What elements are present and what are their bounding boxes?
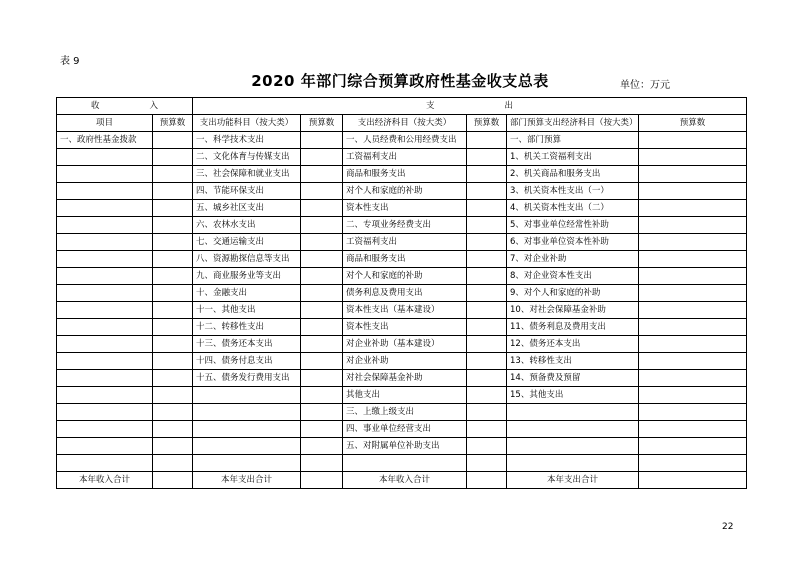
column-header: 部门预算支出经济科目（按大类） xyxy=(507,115,639,132)
table-cell: 9、对个人和家庭的补助 xyxy=(507,285,639,302)
income-char-2: 入 xyxy=(149,100,159,111)
table-cell: 一、部门预算 xyxy=(507,132,639,149)
table-cell xyxy=(639,421,747,438)
table-cell: 5、对事业单位经常性补助 xyxy=(507,217,639,234)
table-cell: 对社会保障基金补助 xyxy=(343,370,467,387)
table-cell: 15、其他支出 xyxy=(507,387,639,404)
table-cell xyxy=(153,234,193,251)
table-row xyxy=(57,370,747,387)
table-cell: 六、农林水支出 xyxy=(193,217,301,234)
table-cell xyxy=(639,353,747,370)
table-cell xyxy=(639,319,747,336)
table-cell xyxy=(153,370,193,387)
table-cell xyxy=(467,285,507,302)
table-cell xyxy=(639,166,747,183)
table-cell xyxy=(57,149,153,166)
table-cell xyxy=(153,302,193,319)
table-cell xyxy=(57,200,153,217)
section-header-row xyxy=(57,98,747,115)
table-cell xyxy=(153,217,193,234)
table-cell xyxy=(467,251,507,268)
table-row xyxy=(57,455,747,472)
table-cell: 工资福利支出 xyxy=(343,149,467,166)
column-header: 预算数 xyxy=(301,115,343,132)
table-cell xyxy=(57,421,153,438)
table-cell: 其他支出 xyxy=(343,387,467,404)
table-cell xyxy=(507,421,639,438)
table-cell xyxy=(507,404,639,421)
table-cell xyxy=(639,285,747,302)
table-cell xyxy=(153,387,193,404)
table-cell xyxy=(639,455,747,472)
table-cell xyxy=(301,336,343,353)
table-cell xyxy=(467,455,507,472)
table-cell: 10、对社会保障基金补助 xyxy=(507,302,639,319)
table-row xyxy=(57,353,747,370)
table-cell xyxy=(57,404,153,421)
table-cell xyxy=(57,234,153,251)
table-cell xyxy=(467,149,507,166)
table-cell xyxy=(301,387,343,404)
table-row xyxy=(57,438,747,455)
table-cell: 对个人和家庭的补助 xyxy=(343,183,467,200)
table-cell xyxy=(301,455,343,472)
table-cell: 十五、债务发行费用支出 xyxy=(193,370,301,387)
table-cell xyxy=(301,285,343,302)
table-cell: 十三、债务还本支出 xyxy=(193,336,301,353)
table-cell xyxy=(639,387,747,404)
table-cell xyxy=(193,421,301,438)
table-label: 表 9 xyxy=(60,56,80,67)
table-cell xyxy=(153,149,193,166)
table-cell: 十、金融支出 xyxy=(193,285,301,302)
table-cell: 12、债务还本支出 xyxy=(507,336,639,353)
table-cell xyxy=(639,370,747,387)
table-cell xyxy=(301,353,343,370)
table-cell: 八、资源勘探信息等支出 xyxy=(193,251,301,268)
table-cell xyxy=(153,336,193,353)
table-cell xyxy=(301,183,343,200)
budget-table xyxy=(56,97,747,489)
table-cell xyxy=(467,302,507,319)
table-row xyxy=(57,183,747,200)
table-cell: 一、政府性基金拨款 xyxy=(57,132,153,149)
table-cell xyxy=(153,166,193,183)
table-cell: 七、交通运输支出 xyxy=(193,234,301,251)
table-row xyxy=(57,268,747,285)
table-row xyxy=(57,387,747,404)
column-header-row xyxy=(57,115,747,132)
table-cell: 一、科学技术支出 xyxy=(193,132,301,149)
totals-cell xyxy=(467,472,507,489)
table-cell xyxy=(301,438,343,455)
table-row xyxy=(57,234,747,251)
column-header: 预算数 xyxy=(153,115,193,132)
table-cell xyxy=(57,387,153,404)
expense-char-2: 出 xyxy=(504,100,514,111)
table-cell: 资本性支出（基本建设） xyxy=(343,302,467,319)
table-cell xyxy=(57,302,153,319)
table-cell xyxy=(153,353,193,370)
table-body xyxy=(57,98,747,489)
table-cell: 商品和服务支出 xyxy=(343,166,467,183)
page-number: 22 xyxy=(722,522,734,532)
table-cell xyxy=(467,387,507,404)
income-section-header xyxy=(57,98,193,115)
table-cell: 对企业补助（基本建设） xyxy=(343,336,467,353)
table-cell: 资本性支出 xyxy=(343,200,467,217)
table-cell xyxy=(153,438,193,455)
table-cell xyxy=(467,132,507,149)
table-cell: 十四、债务付息支出 xyxy=(193,353,301,370)
expense-char-1: 支 xyxy=(425,100,435,111)
table-cell xyxy=(301,404,343,421)
table-cell xyxy=(467,183,507,200)
column-header: 预算数 xyxy=(639,115,747,132)
table-cell xyxy=(193,387,301,404)
table-cell xyxy=(467,319,507,336)
table-cell: 五、城乡社区支出 xyxy=(193,200,301,217)
table-cell xyxy=(343,455,467,472)
table-cell xyxy=(153,200,193,217)
table-cell xyxy=(153,251,193,268)
table-cell: 十一、其他支出 xyxy=(193,302,301,319)
table-cell xyxy=(153,268,193,285)
table-cell xyxy=(639,404,747,421)
column-header: 预算数 xyxy=(467,115,507,132)
table-cell: 商品和服务支出 xyxy=(343,251,467,268)
totals-cell: 本年支出合计 xyxy=(193,472,301,489)
table-cell xyxy=(57,353,153,370)
table-cell: 11、债务利息及费用支出 xyxy=(507,319,639,336)
table-row xyxy=(57,166,747,183)
table-cell xyxy=(301,370,343,387)
table-cell xyxy=(467,200,507,217)
table-cell xyxy=(301,421,343,438)
table-cell: 14、预备费及预留 xyxy=(507,370,639,387)
table-cell xyxy=(301,302,343,319)
table-cell: 资本性支出 xyxy=(343,319,467,336)
totals-cell: 本年支出合计 xyxy=(507,472,639,489)
table-cell: 1、机关工资福利支出 xyxy=(507,149,639,166)
table-cell: 对企业补助 xyxy=(343,353,467,370)
totals-row xyxy=(57,472,747,489)
table-row xyxy=(57,336,747,353)
column-header: 支出经济科目（按大类） xyxy=(343,115,467,132)
totals-cell: 本年收入合计 xyxy=(57,472,153,489)
table-cell xyxy=(57,166,153,183)
table-cell xyxy=(193,404,301,421)
table-row xyxy=(57,217,747,234)
table-cell xyxy=(153,404,193,421)
table-cell xyxy=(57,438,153,455)
totals-cell xyxy=(639,472,747,489)
table-cell xyxy=(639,302,747,319)
table-cell: 3、机关资本性支出（一） xyxy=(507,183,639,200)
page-title: 2020 年部门综合预算政府性基金收支总表 xyxy=(251,72,549,90)
table-cell: 四、节能环保支出 xyxy=(193,183,301,200)
table-cell xyxy=(57,268,153,285)
table-cell: 三、社会保障和就业支出 xyxy=(193,166,301,183)
column-header: 支出功能科目（按大类） xyxy=(193,115,301,132)
table-cell: 8、对企业资本性支出 xyxy=(507,268,639,285)
table-cell xyxy=(639,149,747,166)
table-cell xyxy=(57,455,153,472)
table-cell: 三、上缴上级支出 xyxy=(343,404,467,421)
table-cell xyxy=(301,132,343,149)
table-cell xyxy=(301,149,343,166)
table-cell xyxy=(639,234,747,251)
table-cell xyxy=(57,285,153,302)
table-cell: 四、事业单位经营支出 xyxy=(343,421,467,438)
table-cell xyxy=(507,455,639,472)
table-row xyxy=(57,319,747,336)
table-cell: 2、机关商品和服务支出 xyxy=(507,166,639,183)
table-row xyxy=(57,285,747,302)
table-cell xyxy=(467,370,507,387)
table-row xyxy=(57,132,747,149)
table-cell xyxy=(153,319,193,336)
table-cell: 工资福利支出 xyxy=(343,234,467,251)
table-cell xyxy=(57,217,153,234)
column-header: 项目 xyxy=(57,115,153,132)
table-cell xyxy=(57,370,153,387)
table-row xyxy=(57,200,747,217)
table-row xyxy=(57,251,747,268)
table-cell xyxy=(301,251,343,268)
table-cell xyxy=(467,166,507,183)
unit-label: 单位：万元 xyxy=(620,80,670,91)
table-cell xyxy=(639,217,747,234)
table-cell xyxy=(57,183,153,200)
table-cell xyxy=(301,166,343,183)
table-cell xyxy=(301,319,343,336)
table-row xyxy=(57,302,747,319)
table-cell: 五、对附属单位补助支出 xyxy=(343,438,467,455)
table-cell: 二、文化体育与传媒支出 xyxy=(193,149,301,166)
table-cell xyxy=(639,438,747,455)
table-cell: 九、商业服务业等支出 xyxy=(193,268,301,285)
table-cell xyxy=(153,132,193,149)
table-cell xyxy=(639,268,747,285)
table-cell: 对个人和家庭的补助 xyxy=(343,268,467,285)
table-cell xyxy=(301,268,343,285)
table-cell: 6、对事业单位资本性补助 xyxy=(507,234,639,251)
table-cell xyxy=(467,336,507,353)
table-cell xyxy=(57,319,153,336)
expense-section-header xyxy=(193,98,747,115)
table-cell xyxy=(639,251,747,268)
table-cell xyxy=(507,438,639,455)
table-cell xyxy=(639,200,747,217)
table-cell: 二、专项业务经费支出 xyxy=(343,217,467,234)
table-cell xyxy=(301,234,343,251)
table-cell xyxy=(153,285,193,302)
table-cell xyxy=(639,132,747,149)
table-cell xyxy=(467,234,507,251)
table-cell: 十二、转移性支出 xyxy=(193,319,301,336)
table-cell xyxy=(639,183,747,200)
table-cell: 13、转移性支出 xyxy=(507,353,639,370)
income-char-1: 收 xyxy=(90,100,100,111)
table-cell: 7、对企业补助 xyxy=(507,251,639,268)
table-cell xyxy=(193,455,301,472)
totals-cell xyxy=(153,472,193,489)
table-cell xyxy=(467,421,507,438)
table-cell xyxy=(467,268,507,285)
table-row xyxy=(57,421,747,438)
table-cell: 4、机关资本性支出（二） xyxy=(507,200,639,217)
table-cell xyxy=(193,438,301,455)
totals-cell xyxy=(301,472,343,489)
table-cell xyxy=(301,217,343,234)
table-cell xyxy=(57,251,153,268)
table-cell xyxy=(153,421,193,438)
table-cell xyxy=(153,183,193,200)
table-cell: 债务利息及费用支出 xyxy=(343,285,467,302)
table-cell xyxy=(153,455,193,472)
table-row xyxy=(57,149,747,166)
table-cell: 一、人员经费和公用经费支出 xyxy=(343,132,467,149)
table-cell xyxy=(639,336,747,353)
table-cell xyxy=(57,336,153,353)
table-row xyxy=(57,404,747,421)
table-cell xyxy=(467,404,507,421)
table-cell xyxy=(301,200,343,217)
totals-cell: 本年收入合计 xyxy=(343,472,467,489)
table-cell xyxy=(467,353,507,370)
table-cell xyxy=(467,438,507,455)
table-cell xyxy=(467,217,507,234)
